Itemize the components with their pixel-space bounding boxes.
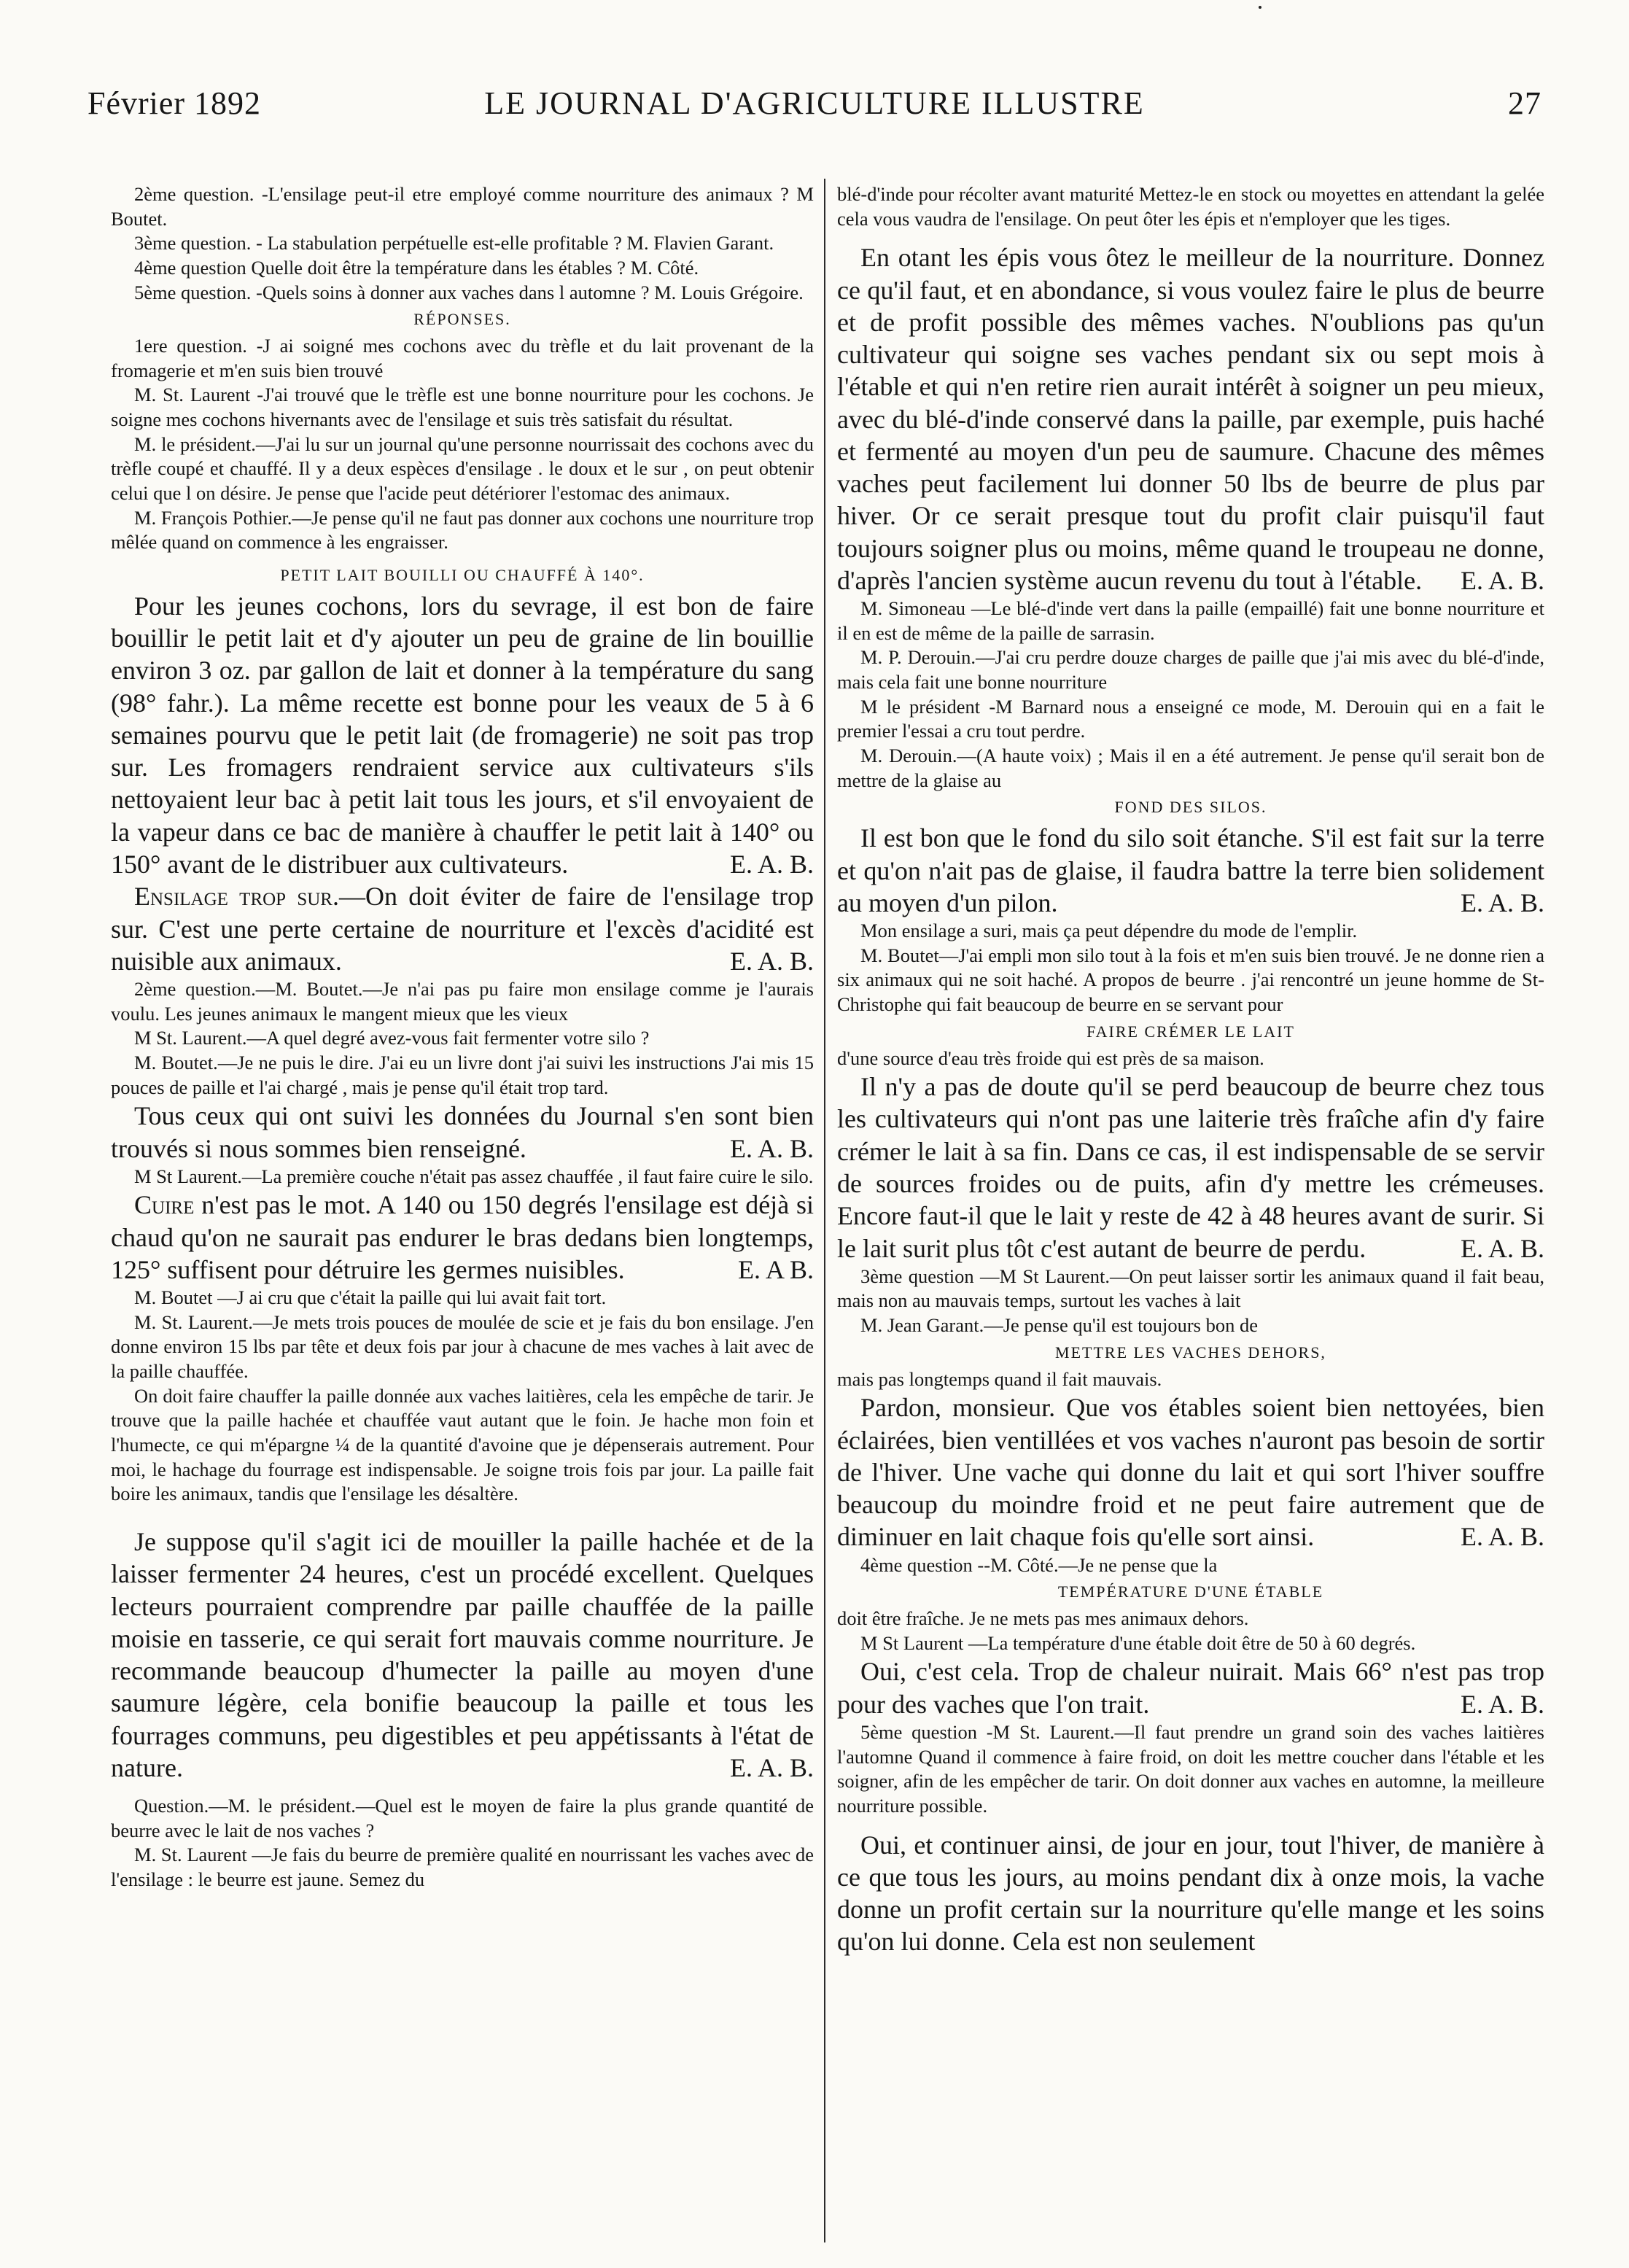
text: Je suppose qu'il s'agit ici de mouiller la paille hachée et de la laisser fermenter 24 heures, c'est un procédé excellent. Quelques lecteurs pourraient comprendre par paille chauffée de la paille moisie en tasserie, ce qui serait fort mauvais comme nourriture. Je recommande beaucoup d'humecter la paille au moyen d'une saumure légère, cela bonifie beaucoup la paille et tous les fourrages communs, peu digestibles et peu appétissants à l'état de nature. [111, 1526, 814, 1782]
paragraph: M St Laurent.—La première couche n'était pas assez chauffée , il faut faire cuire le silo. [134, 1165, 814, 1187]
paragraph: 5ème question. -Quels soins à donner aux vaches dans l automne ? M. Louis Grégoire. [134, 281, 804, 303]
paragraph [837, 1071, 1544, 1265]
paragraph [111, 590, 814, 880]
signature: E. A. B. [1460, 1522, 1544, 1552]
lead-word: Cuire [134, 1190, 195, 1220]
paragraph [111, 1100, 814, 1165]
paragraph: 3ème question. - La stabulation perpétuelle est-elle profitable ? M. Flavien Garant. [134, 232, 774, 255]
paragraph: d'une source d'eau très froide qui est près de sa maison. [837, 1046, 1264, 1069]
paragraph: doit être fraîche. Je ne mets pas mes animaux dehors. [837, 1607, 1249, 1630]
paragraph: M. Boutet.—Je ne puis le dire. J'ai eu un livre dont j'ai suivi les instructions J'ai mis 15 pouces de paille et l'ai chargé , mais je pense qu'il était trop tard. [111, 1051, 814, 1098]
section-heading: FOND DES SILOS. [1114, 798, 1267, 817]
signature: E. A. B. [729, 946, 814, 976]
paragraph: mais pas longtemps quand il fait mauvais. [837, 1367, 1162, 1390]
section-heading: METTRE LES VACHES DEHORS, [1055, 1343, 1326, 1362]
paragraph: 2ème question.—M. Boutet.—Je n'ai pas pu faire mon ensilage comme je l'aurais voulu. Les jeunes animaux le mangent mieux que les vieux [111, 978, 814, 1025]
paragraph: M le président -M Barnard nous a enseigné ce mode, M. Derouin qui en a fait le premier l'essai a cru tout perdre. [837, 695, 1544, 742]
paragraph [111, 1526, 814, 1784]
signature: E. A. B. [729, 849, 814, 879]
column-rule [824, 179, 825, 2242]
paragraph [837, 1391, 1544, 1553]
text: Pour les jeunes cochons, lors du sevrage, il est bon de faire bouillir le petit lait et d'y ajouter un peu de graine de lin bouillie environ 3 oz. par gallon de lait et donner à la température du sang (98° fahr.). La même recette est bonne pour les veaux de 5 à 6 semaines pourvu que le petit lait (de fromagerie) ne soit pas trop sur. Les fromagers rendraient service aux cultivateurs s'ils nettoyaient leur bac à petit lait tous les jours, et s'il envoyaient de la vapeur dans ce bac de manière à chauffer le petit lait à 140° ou 150° avant de le distribuer aux cultivateurs. [111, 591, 814, 879]
paragraph: 4ème question --M. Côté.—Je ne pense que la [860, 1553, 1218, 1576]
text: Pardon, monsieur. Que vos étables soient bien nettoyées, bien éclairées, bien ventillées et vos vaches n'auront pas besoin de sortir de l'hiver. Une vache qui donne du lait et qui sort l'hiver souffre beaucoup du moindre froid et ne peut faire autrement que de diminuer en lait chaque fois qu'elle sort ainsi. [837, 1393, 1544, 1552]
paragraph: Mon ensilage a suri, mais ça peut dépendre du mode de l'emplir. [860, 920, 1358, 942]
paragraph: 1ere question. -J ai soigné mes cochons avec du trèfle et du lait provenant de la fromagerie et m'en suis bien trouvé [111, 335, 814, 381]
paragraph: 5ème question -M St. Laurent.—Il faut prendre un grand soin des vaches laitières l'automne Quand il commence à faire froid, on doit les mettre coucher dans l'étable et les soigner, afin de les empêcher de tarir. On doit donner aux vaches en automne, la meilleure nourriture possible. [837, 1721, 1544, 1817]
paragraph: blé-d'inde pour récolter avant maturité Mettez-le en stock ou moyettes en attendant la gelée cela vous vaudra de l'ensilage. On peut ôter les épis et n'employer que les tiges. [837, 183, 1544, 230]
paragraph: M. Boutet —J ai cru que c'était la paille qui lui avait fait tort. [134, 1286, 607, 1309]
lead-word: Ensilage trop sur. [134, 882, 339, 912]
signature: E. A. B. [729, 1133, 814, 1163]
right-column [837, 182, 1544, 2232]
text: Oui, c'est cela. Trop de chaleur nuirait. Mais 66° n'est pas trop pour des vaches que l'on trait. [837, 1657, 1544, 1719]
text: Tous ceux qui ont suivi les données du Journal s'en sont bien trouvés si nous sommes bien renseigné. [111, 1101, 814, 1163]
signature: E. A. B. [1460, 1689, 1544, 1719]
page-header [88, 85, 1541, 128]
text: Il est bon que le fond du silo soit étanche. S'il est fait sur la terre et qu'on n'ait pas de glaise, il faudra battre la terre bien solidement au moyen d'un pilon. [837, 823, 1544, 917]
text: Il n'y a pas de doute qu'il se perd beaucoup de beurre chez tous les cultivateurs qui n'ont pas une laiterie très fraîche afin d'y faire crémer le lait à sa fin. Dans ce cas, il est indispensable de se servir de sources froides ou de puits, afin d'y mettre les crémeuses. Encore faut-il que le lait y reste de 42 à 48 heures avant de surir. Si le lait surit plus tôt c'est autant de beurre de perdu. [837, 1072, 1544, 1263]
paragraph [837, 822, 1544, 919]
signature: E. A. B. [1460, 565, 1544, 595]
left-column [111, 182, 814, 2232]
header-title: LE JOURNAL D'AGRICULTURE ILLUSTRE [484, 85, 1145, 121]
paragraph [111, 1189, 814, 1286]
paragraph: M. St. Laurent -J'ai trouvé que le trèfle est une bonne nourriture pour les cochons. Je soigne mes cochons hivernants avec de l'ensilage et suis très satisfait du résultat. [111, 384, 814, 431]
speck [1259, 6, 1261, 9]
paragraph: M. Derouin.—(A haute voix) ; Mais il en a été autrement. Je pense qu'il serait bon de mettre de la glaise au [837, 745, 1544, 791]
paragraph: M. le président.—J'ai lu sur un journal qu'une personne nourrissait des cochons avec du trèfle coupé et chauffé. Il y a deux espèces d'ensilage . le doux et le sur , on peut obtenir celui que l on désire. Je pense que l'acide peut détériorer l'estomac des animaux. [111, 432, 814, 504]
signature: E. A. B. [1460, 1233, 1544, 1263]
paragraph: M. Simoneau —Le blé-d'inde vert dans la paille (empaillé) fait une bonne nourriture et il en est de même de la paille de sarrasin. [837, 597, 1544, 644]
paragraph: M. François Pothier.—Je pense qu'il ne faut pas donner aux cochons une nourriture trop mêlée quand on commence à les engraisser. [111, 506, 814, 554]
paragraph: 4ème question Quelle doit être la température dans les étables ? M. Côté. [134, 256, 699, 279]
paragraph: M St. Laurent.—A quel degré avez-vous fait fermenter votre silo ? [134, 1027, 650, 1049]
paragraph: Question.—M. le président.—Quel est le moyen de faire la plus grande quantité de beurre avec le lait de nos vaches ? [111, 1795, 814, 1841]
paragraph: M. Jean Garant.—Je pense qu'il est toujours bon de [860, 1314, 1258, 1337]
paragraph [837, 1655, 1544, 1720]
section-heading: RÉPONSES. [413, 310, 511, 329]
paragraph [837, 241, 1544, 597]
section-heading: PETIT LAIT BOUILLI OU CHAUFFÉ À 140°. [280, 565, 645, 584]
paragraph: On doit faire chauffer la paille donnée aux vaches laitières, cela les empêche de tarir. Je trouve que la paille hachée et chauffée vaut autant que le foin. Je hache mon foin et l'humecte, ce qui m'épargne ¼ de la quantité d'avoine que je dépenserais autrement. Pour moi, le hachage du fourrage est indispensable. Je soigne trois fois par jour. La paille fait boire les animaux, tandis que l'ensilage les désaltère. [111, 1384, 814, 1505]
paragraph: M St Laurent —La température d'une étable doit être de 50 à 60 degrés. [860, 1631, 1416, 1654]
section-heading: TEMPÉRATURE D'UNE ÉTABLE [1057, 1582, 1324, 1601]
paragraph [111, 880, 814, 977]
paragraph: 2ème question. -L'ensilage peut-il etre employé comme nourriture des animaux ? M Boutet. [111, 183, 814, 230]
text: En otant les épis vous ôtez le meilleur de la nourriture. Donnez ce qu'il faut, et en abondance, si vous voulez faire le plus de beurre et de profit possible des mêmes vaches. N'oublions pas qu'un cultivateur qui soigne ses vaches pendant six ou sept mois à l'étable et qui n'en retire rien aurait intérêt à soigner un peu mieux, avec du blé-d'inde conservé dans la paille, par exemple, puis haché et fermenté au moyen d'un peu de saumure. Chacune des mêmes vaches peut facilement lui donner 50 lbs de beurre de plus par hiver. Or ce serait presque tout du profit clair puisqu'il faut toujours soigner plus ou moins, même quand le troupeau ne donne, d'après l'ancien système aucun revenu du tout à l'étable. [837, 243, 1544, 595]
paragraph: 3ème question —M St Laurent.—On peut laisser sortir les animaux quand il fait beau, mais non au mauvais temps, surtout les vaches à lait [837, 1265, 1544, 1312]
page-number: 27 [1508, 85, 1541, 121]
signature: E. A B. [737, 1254, 814, 1284]
header-date: Février 1892 [88, 85, 262, 121]
paragraph: M. St. Laurent —Je fais du beurre de première qualité en nourrissant les vaches avec de l'ensilage : le beurre est jaune. Semez du [111, 1844, 814, 1891]
paragraph: M. St. Laurent.—Je mets trois pouces de moulée de scie et je fais du bon ensilage. J'en donne environ 15 lbs par tête et deux fois par jour à chacune de mes vaches à lait avec de la paille chauffée. [111, 1310, 814, 1383]
text: —On doit éviter de faire de l'ensilage trop sur. C'est une perte certaine de nourriture et l'excès d'acidité est nuisible aux animaux. [111, 882, 814, 976]
signature: E. A. B. [1460, 888, 1544, 917]
paragraph: M. Boutet—J'ai empli mon silo tout à la fois et m'en suis bien trouvé. Je ne donne rien a six animaux qui ne soit haché. A propos de beurre . j'ai rencontré un jeune homme de St-Christophe qui fait beaucoup de beurre en se servant pour [837, 944, 1544, 1015]
paragraph: M. P. Derouin.—J'ai cru perdre douze charges de paille que j'ai mis avec du blé-d'inde, mais cela fait une bonne nourriture [837, 646, 1544, 694]
paragraph: Oui, et continuer ainsi, de jour en jour, tout l'hiver, de manière à ce que tous les jours, au moins pendant dix à onze mois, la vache donne un profit certain sur la nourriture qu'elle mange et les soins qu'on lui donne. Cela est non seulement [837, 1830, 1544, 1957]
signature: E. A. B. [729, 1752, 814, 1782]
section-heading: FAIRE CRÉMER LE LAIT [1086, 1022, 1295, 1041]
text: n'est pas le mot. A 140 ou 150 degrés l'ensilage est déjà si chaud qu'on ne saurait pas endurer le bras dedans bien longtemps, 125° suffisent pour détruire les germes nuisibles. [111, 1190, 814, 1284]
